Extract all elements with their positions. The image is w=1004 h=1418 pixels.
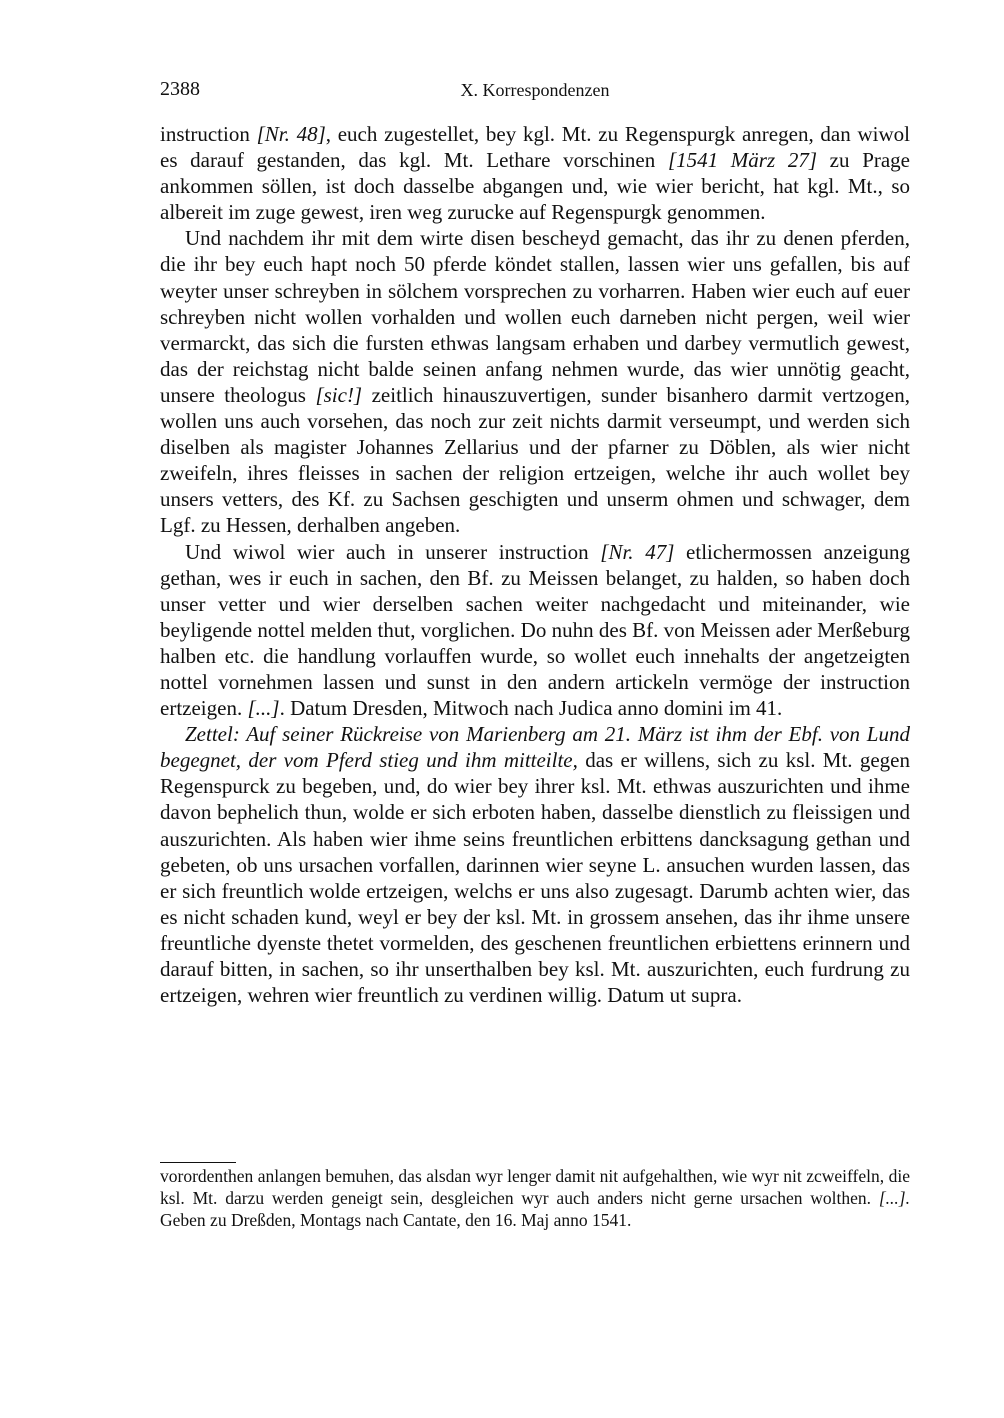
body-paragraph: [160, 121, 910, 225]
running-head: X. Korrespondenzen: [460, 80, 610, 100]
page-number: 2388: [160, 78, 200, 100]
body-paragraph: [160, 721, 910, 1008]
text-run: instruction: [160, 122, 257, 146]
text-run: etlichermossen anzeigung gethan, wes ir euch in sachen, den Bf. zu Meissen belanget, zu halden, so haben doch unser vetter und wier derselben sachen weiter nachgedacht und miteinander, wie beyligende nottel melden thut, vorglichen. Do nuhn des Bf. von Meissen ader Merßeburg halben etc. die handlung vorlauffen wurde, so wollet euch innehalts der angetzeigten nottel vornehmen lassen und sunst in den andern artickeln vermöge der instruction ertzeigen.: [160, 539, 910, 721]
body-paragraph: [160, 539, 910, 722]
italic-text-run: [Nr. 47]: [600, 539, 675, 564]
text-run: Und nachdem ihr mit dem wirte disen bescheyd gemacht, das ihr zu denen pferden, die ihr bey euch hapt noch 50 pferde köndet stallen, lassen wier uns gefallen, bis auf weyter unser schreyben in sölchem vorsprechen zu vorharren. Haben wier euch auf euer schreyben nicht wollen vorhalden und wollen euch darneben nicht pergen, weil wier vermarckt, das sich die fursten ethwas langsam erhaben und darbey vermutlich gewest, das der reichstag nicht balde seinen anfang nehmen wurde, das wier unnötig geacht, unsere theologus: [160, 226, 910, 407]
text-run: Geben zu Dreßden, Montags nach Cantate, den 16. Maj anno 1541.: [160, 1210, 632, 1230]
text-run: . Datum Dresden, Mitwoch nach Judica anno domini im 41.: [279, 696, 783, 721]
text-run: das er willens, sich zu ksl. Mt. gegen Regenspurck zu begeben, und, do wier bey ihrer ksl. Mt. ethwas auszurichten und ihme davon bephelich thun, wolde er sich erboten haben, dasselbe dienstlich zu fleissigen und auszurichten. Als haben wier ihme seins freuntlichen erbittens dancksagung gethan und gebeten, ob uns ursachen vorfallen, darinnen wier seyne L. ansuchen wurden lassen, das er sich freuntlich wolde ertzeigen, welchs er uns also zugesagt. Darumb achten wier, das es nicht schaden kund, weyl er bey der ksl. Mt. in grossem ansehen, das ihr ihme unsere freuntliche dyenste thetet vormelden, des geschenen freuntlichen erbiettens erinnern und darauf bitten, in sachen, so ihr unserthalben bey ksl. Mt. auszurichten, euch furdrung zu ertzeigen, wehren wier freuntlich zu verdinen willig. Datum ut supra.: [160, 748, 910, 1008]
main-text: [160, 121, 910, 1008]
body-paragraph: [160, 225, 910, 538]
footnote: [160, 1165, 910, 1231]
text-run: , euch zugestellet, bey kgl. Mt. zu Regenspurgk anregen, dan wiwol es darauf gestanden, das kgl. Mt. Lethare vorschinen: [160, 122, 910, 173]
italic-text-run: [...].: [878, 1188, 910, 1208]
text-run: zu Prage ankommen söllen, ist doch dasselbe abgangen und, wie wier bericht, hat kgl. Mt., so albereit im zuge gewest, iren weg zurucke auf Regenspurgk genommen.: [160, 148, 911, 225]
text-run: Und wiwol wier auch in unserer instruction: [185, 539, 601, 564]
footnote-separator: [160, 1162, 236, 1163]
page-header: [160, 78, 910, 108]
italic-text-run: [sic!]: [315, 382, 363, 407]
text-run: zeitlich hinauszuvertigen, sunder bisanhero darmit vertzogen, wollen uns auch vorsehen, das noch zur zeit nichts darmit verseumpt, und werden sich diselben als magister Johannes Zellarius und der pfarner zu Döblen, als wier nicht zweifeln, ihres fleisses in sachen der religion ertzeigen, welche ihr auch wollet bey unsers vetters, des Kf. zu Sachsen geschigten und unserm ohmen und schwager, dem Lgf. zu Hessen, derhalben angeben.: [160, 382, 910, 538]
italic-text-run: [...]: [247, 696, 280, 721]
footnote-paragraph: [160, 1165, 910, 1231]
text-run: vorordenthen anlangen bemuhen, das alsdan wyr lenger damit nit aufgehalthen, wie wyr nit zcweiffeln, die ksl. Mt. darzu werden geneigt sein, desgleichen wyr auch anders nicht gerne ursachen wolthen.: [160, 1166, 910, 1208]
italic-text-run: [1541 März 27]: [667, 148, 817, 173]
italic-text-run: Zettel: Auf seiner Rückreise von Marienberg am 21. März ist ihm der Ebf. von Lund begegnet, der vom Pferd stieg und ihm mitteilte,: [160, 722, 910, 773]
italic-text-run: [Nr. 48]: [256, 122, 326, 146]
